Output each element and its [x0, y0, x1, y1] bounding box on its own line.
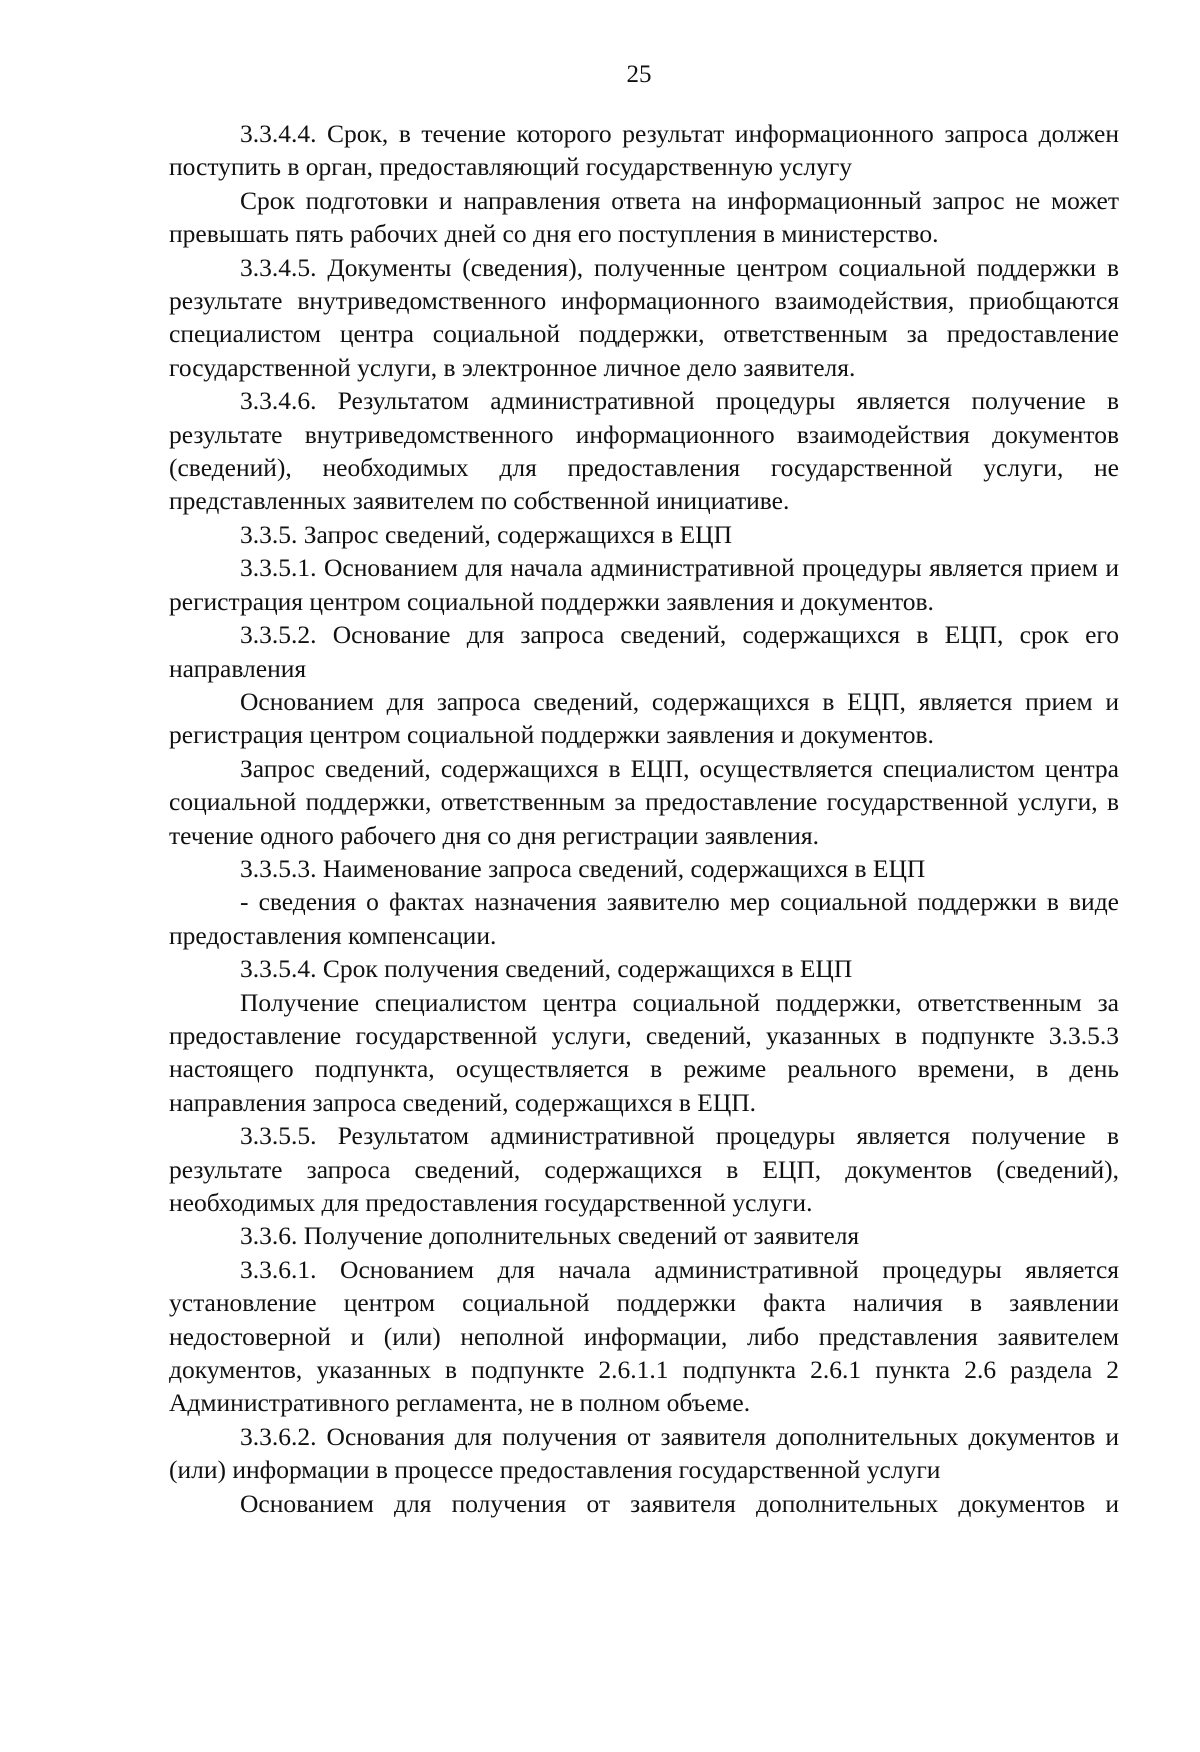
paragraph-3-3-5-3: 3.3.5.3. Наименование запроса сведений, содержащихся в ЕЦП: [240, 853, 926, 883]
paragraph-ecp-request-timing: Запрос сведений, содержащихся в ЕЦП, осуществляется специалистом центра социальной поддержки, ответственным за предоставление государственной услуги, в течение одного рабочего дня со дня регистрации заявления.: [169, 753, 1119, 850]
paragraph-3-3-6-1: 3.3.6.1. Основанием для начала административной процедуры является установление центром социальной поддержки факта наличия в заявлении недостоверной и (или) неполной информации, либо представления заявителем документов, указанных в подпункте 2.6.1.1 подпункта 2.6.1 пункта 2.6 раздела 2 Административного регламента, не в полном объеме.: [169, 1254, 1119, 1418]
page-number: 25: [626, 61, 652, 88]
paragraph-3-3-6-2: 3.3.6.2. Основания для получения от заявителя дополнительных документов и (или) информации в процессе предоставления государственной услуги: [169, 1421, 1119, 1485]
paragraph-realtime-receipt: Получение специалистом центра социальной поддержки, ответственным за предоставление государственной услуги, сведений, указанных в подпункте 3.3.5.3 настоящего подпункта, осуществляется в режиме реального времени, в день направления запроса сведений, содержащихся в ЕЦП.: [169, 987, 1119, 1117]
paragraph-3-3-4-5: 3.3.4.5. Документы (сведения), полученные центром социальной поддержки в результате внутриведомственного информационного взаимодействия, приобщаются специалистом центра социальной поддержки, ответственным за предоставление государственной услуги, в электронное личное дело заявителя.: [169, 252, 1119, 382]
paragraph-3-3-4-4: 3.3.4.4. Срок, в течение которого результат информационного запроса должен поступить в орган, предоставляющий государственную услугу: [169, 119, 1119, 182]
paragraph-additional-docs-basis: Основанием для получения от заявителя дополнительных документов и: [240, 1488, 1119, 1518]
paragraph-3-3-5: 3.3.5. Запрос сведений, содержащихся в ЕЦП: [240, 519, 733, 549]
document-body: [169, 117, 1119, 1520]
paragraph-response-deadline: Срок подготовки и направления ответа на информационный запрос не может превышать пять рабочих дней со дня его поступления в министерство.: [169, 185, 1119, 249]
paragraph-3-3-5-2: 3.3.5.2. Основание для запроса сведений, содержащихся в ЕЦП, срок его направления: [169, 620, 1119, 683]
paragraph-ecp-request-basis: Основанием для запроса сведений, содержащихся в ЕЦП, является прием и регистрация центром социальной поддержки заявления и документов.: [169, 686, 1119, 750]
paragraph-3-3-5-5: 3.3.5.5. Результатом административной процедуры является получение в результате запроса сведений, содержащихся в ЕЦП, документов (сведений), необходимых для предоставления государственной услуги.: [169, 1121, 1119, 1217]
paragraph-3-3-5-1: 3.3.5.1. Основанием для начала административной процедуры является прием и регистрация центром социальной поддержки заявления и документов.: [169, 553, 1119, 616]
paragraph-3-3-6: 3.3.6. Получение дополнительных сведений от заявителя: [240, 1221, 860, 1251]
paragraph-3-3-5-4: 3.3.5.4. Срок получения сведений, содержащихся в ЕЦП: [240, 954, 853, 984]
paragraph-3-3-4-6: 3.3.4.6. Результатом административной процедуры является получение в результате внутриведомственного информационного взаимодействия документов (сведений), необходимых для предоставления государственной услуги, не представленных заявителем по собственной инициативе.: [169, 386, 1119, 516]
paragraph-compensation-facts: - сведения о фактах назначения заявителю мер социальной поддержки в виде предоставления компенсации.: [169, 887, 1119, 950]
